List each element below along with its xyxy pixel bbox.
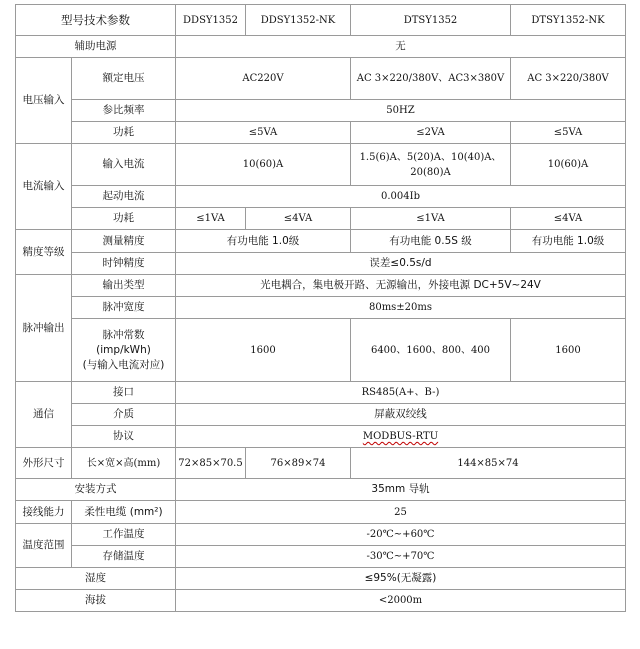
altitude-label: 海拔 <box>16 590 176 612</box>
pulse-constant-dtsy-nk: 1600 <box>511 319 626 382</box>
aux-power-row <box>16 36 626 58</box>
altitude-row <box>16 590 626 612</box>
output-type-label: 输出类型 <box>72 275 176 297</box>
pulse-constant-label-line2: (imp/kWh) <box>96 343 151 356</box>
humidity-row <box>16 568 626 590</box>
pulse-constant-row <box>16 319 626 382</box>
ref-frequency-row <box>16 100 626 122</box>
dimensions-row <box>16 448 626 479</box>
store-temp-value: -30℃~+70℃ <box>176 546 626 568</box>
communication-group: 通信 <box>16 382 72 448</box>
current-power-row <box>16 208 626 230</box>
installation-label: 安装方式 <box>16 479 176 501</box>
current-power-label: 功耗 <box>72 208 176 230</box>
interface-label: 接口 <box>72 382 176 404</box>
clock-accuracy-row <box>16 253 626 275</box>
protocol-value-text: MODBUS-RTU <box>362 431 439 442</box>
pulse-constant-dtsy: 6400、1600、800、400 <box>351 319 511 382</box>
spec-table <box>15 4 626 612</box>
store-temp-label: 存储温度 <box>72 546 176 568</box>
output-type-value: 光电耦合，集电极开路、无源输出，外接电源 DC+5V~24V <box>176 275 626 297</box>
work-temp-row <box>16 524 626 546</box>
humidity-label: 湿度 <box>16 568 176 590</box>
clock-accuracy-value: 误差≤0.5s/d <box>176 253 626 275</box>
pulse-constant-label-line3: (与输入电流对应) <box>82 358 165 371</box>
input-current-dtsy-line2: 20(80)A <box>410 166 451 178</box>
measure-accuracy-label: 测量精度 <box>72 230 176 253</box>
voltage-input-group: 电压输入 <box>16 58 72 144</box>
wiring-group: 接线能力 <box>16 501 72 524</box>
humidity-value: ≤95%(无凝露) <box>176 568 626 590</box>
model-dtsy1352: DTSY1352 <box>351 5 511 36</box>
rated-voltage-single: AC220V <box>176 58 351 100</box>
voltage-power-dtsy: ≤2VA <box>351 122 511 144</box>
measure-accuracy-dtsy: 有功电能 0.5S 级 <box>351 230 511 253</box>
start-current-value: 0.004Ib <box>176 186 626 208</box>
output-type-row <box>16 275 626 297</box>
current-power-ddsy-nk: ≤4VA <box>246 208 351 230</box>
voltage-power-single: ≤5VA <box>176 122 351 144</box>
dimensions-dtsy: 144×85×74 <box>351 448 626 479</box>
pulse-constant-label-line1: 脉冲常数 <box>102 328 145 341</box>
input-current-single: 10(60)A <box>176 144 351 186</box>
dimensions-ddsy-nk: 76×89×74 <box>246 448 351 479</box>
interface-row <box>16 382 626 404</box>
protocol-row <box>16 426 626 448</box>
altitude-value: <2000m <box>176 590 626 612</box>
start-current-label: 起动电流 <box>72 186 176 208</box>
measure-accuracy-row <box>16 230 626 253</box>
pulse-constant-single: 1600 <box>176 319 351 382</box>
pulse-output-group: 脉冲输出 <box>16 275 72 382</box>
current-power-dtsy: ≤1VA <box>351 208 511 230</box>
accuracy-group: 精度等级 <box>16 230 72 275</box>
current-power-ddsy: ≤1VA <box>176 208 246 230</box>
rated-voltage-row <box>16 58 626 100</box>
aux-power-label: 辅助电源 <box>16 36 176 58</box>
pulse-width-label: 脉冲宽度 <box>72 297 176 319</box>
voltage-power-dtsy-nk: ≤5VA <box>511 122 626 144</box>
medium-value: 屏蔽双绞线 <box>176 404 626 426</box>
current-input-group: 电流输入 <box>16 144 72 230</box>
medium-row <box>16 404 626 426</box>
model-dtsy1352-nk: DTSY1352-NK <box>511 5 626 36</box>
model-ddsy1352: DDSY1352 <box>176 5 246 36</box>
pulse-width-row <box>16 297 626 319</box>
ref-frequency-value: 50HZ <box>176 100 626 122</box>
work-temp-value: -20℃~+60℃ <box>176 524 626 546</box>
pulse-constant-label <box>72 319 176 382</box>
input-current-dtsy <box>351 144 511 186</box>
wiring-row <box>16 501 626 524</box>
current-power-dtsy-nk: ≤4VA <box>511 208 626 230</box>
protocol-value <box>176 426 626 448</box>
input-current-dtsy-nk: 10(60)A <box>511 144 626 186</box>
temperature-group: 温度范围 <box>16 524 72 568</box>
installation-value: 35mm 导轨 <box>176 479 626 501</box>
start-current-row <box>16 186 626 208</box>
dimensions-group: 外形尺寸 <box>16 448 72 479</box>
measure-accuracy-single: 有功电能 1.0级 <box>176 230 351 253</box>
rated-voltage-label: 额定电压 <box>72 58 176 100</box>
rated-voltage-dtsy-nk: AC 3×220/380V <box>511 58 626 100</box>
protocol-label: 协议 <box>72 426 176 448</box>
wiring-label: 柔性电缆 (mm²) <box>72 501 176 524</box>
clock-accuracy-label: 时钟精度 <box>72 253 176 275</box>
wiring-value: 25 <box>176 501 626 524</box>
model-ddsy1352-nk: DDSY1352-NK <box>246 5 351 36</box>
interface-value: RS485(A+、B-) <box>176 382 626 404</box>
voltage-power-label: 功耗 <box>72 122 176 144</box>
input-current-row <box>16 144 626 186</box>
store-temp-row <box>16 546 626 568</box>
voltage-power-row <box>16 122 626 144</box>
pulse-width-value: 80ms±20ms <box>176 297 626 319</box>
rated-voltage-dtsy: AC 3×220/380V、AC3×380V <box>351 58 511 100</box>
dimensions-label: 长×宽×高(mm) <box>72 448 176 479</box>
medium-label: 介质 <box>72 404 176 426</box>
dimensions-ddsy: 72×85×70.5 <box>176 448 246 479</box>
measure-accuracy-dtsy-nk: 有功电能 1.0级 <box>511 230 626 253</box>
installation-row <box>16 479 626 501</box>
input-current-label: 输入电流 <box>72 144 176 186</box>
aux-power-value: 无 <box>176 36 626 58</box>
work-temp-label: 工作温度 <box>72 524 176 546</box>
param-header: 型号技术参数 <box>16 5 176 36</box>
ref-frequency-label: 参比频率 <box>72 100 176 122</box>
input-current-dtsy-line1: 1.5(6)A、5(20)A、10(40)A、 <box>359 151 502 163</box>
header-row <box>16 5 626 36</box>
